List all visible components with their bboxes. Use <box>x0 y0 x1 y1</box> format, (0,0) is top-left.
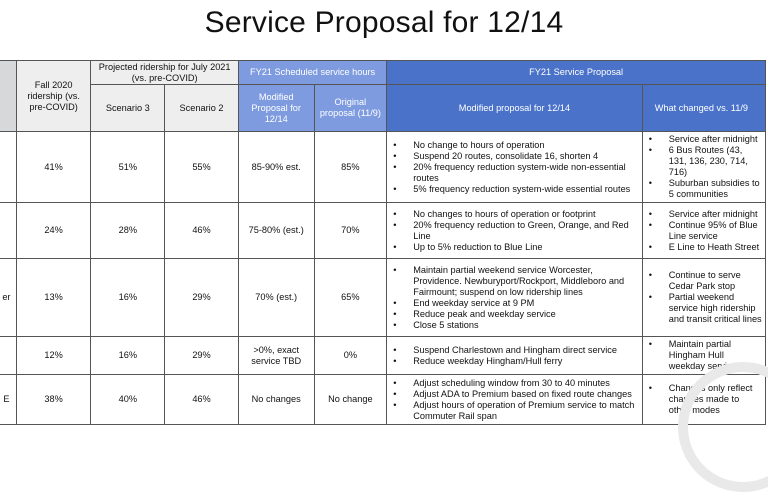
header-fall2020: Fall 2020 ridership (vs. pre-COVID) <box>16 61 91 132</box>
cell-original: 85% <box>314 132 387 203</box>
bullet-item: • Adjust hours of operation of Premium service to match Commuter Rail span <box>390 400 638 422</box>
cell-proposal <box>387 259 642 337</box>
cell-original: 0% <box>314 337 387 375</box>
bullet-item: • Suspend Charlestown and Hingham direct service <box>390 345 638 356</box>
bullet-item: • 20% frequency reduction to Green, Orange, and Red Line <box>390 220 638 242</box>
bullet-item: • Suspend 20 routes, consolidate 16, shorten 4 <box>390 151 638 162</box>
row-stub <box>0 203 16 259</box>
table-row <box>0 375 766 425</box>
bullet-item: • Changes only reflect changes made to other modes <box>646 383 762 416</box>
cell-scenario3: 28% <box>91 203 165 259</box>
bullet-item: • 20% frequency reduction system-wide non-essential routes <box>390 162 638 184</box>
cell-modified: No changes <box>238 375 314 425</box>
bullet-item: • Adjust ADA to Premium based on fixed route changes <box>390 389 638 400</box>
bullet-item: • No change to hours of operation <box>390 140 638 151</box>
cell-modified: 85-90% est. <box>238 132 314 203</box>
bullet-item: • Service after midnight <box>646 209 762 220</box>
cell-proposal <box>387 337 642 375</box>
cell-changed <box>642 259 765 337</box>
bullet-item: • Reduce peak and weekday service <box>390 309 638 320</box>
header-stub <box>0 61 16 132</box>
cell-fall2020: 12% <box>16 337 91 375</box>
bullet-item: • 5% frequency reduction system-wide essential routes <box>390 184 638 195</box>
cell-original: No change <box>314 375 387 425</box>
header-original-proposal: Original proposal (11/9) <box>314 85 387 132</box>
table-row <box>0 337 766 375</box>
cell-original: 70% <box>314 203 387 259</box>
bullet-item: • Partial weekend service high ridership and transit critical lines <box>646 292 762 325</box>
row-stub <box>0 337 16 375</box>
row-stub: E <box>0 375 16 425</box>
bullet-item: • Reduce weekday Hingham/Hull ferry <box>390 356 638 367</box>
row-stub <box>0 132 16 203</box>
cell-scenario2: 46% <box>165 203 239 259</box>
row-stub: er <box>0 259 16 337</box>
cell-fall2020: 41% <box>16 132 91 203</box>
cell-scenario2: 29% <box>165 259 239 337</box>
cell-modified: >0%, exact service TBD <box>238 337 314 375</box>
header-projected: Projected ridership for July 2021 (vs. pre-COVID) <box>91 61 238 85</box>
cell-fall2020: 13% <box>16 259 91 337</box>
cell-scenario3: 16% <box>91 259 165 337</box>
bullet-item: • Maintain partial weekend service Worcester, Providence. Newburyport/Rockport, Middleboro and Fairmount; suspend on low ridership lines <box>390 265 638 298</box>
header-modified-for: Modified proposal for 12/14 <box>387 85 642 132</box>
cell-proposal <box>387 132 642 203</box>
cell-changed <box>642 203 765 259</box>
header-scenario2: Scenario 2 <box>165 85 239 132</box>
slide-title: Service Proposal for 12/14 <box>204 6 564 39</box>
bullet-item: • Maintain partial Hingham Hull weekday service <box>646 339 762 372</box>
header-fy21-service: FY21 Service Proposal <box>387 61 766 85</box>
bullet-item: • Suburban subsidies to 5 communities <box>646 178 762 200</box>
cell-scenario3: 16% <box>91 337 165 375</box>
table-row <box>0 203 766 259</box>
cell-fall2020: 24% <box>16 203 91 259</box>
cell-scenario2: 29% <box>165 337 239 375</box>
cell-modified: 75-80% (est.) <box>238 203 314 259</box>
bullet-item: • E Line to Heath Street <box>646 242 762 253</box>
table-row <box>0 132 766 203</box>
bullet-item: • End weekday service at 9 PM <box>390 298 638 309</box>
table-row <box>0 259 766 337</box>
header-modified-proposal: Modified Proposal for 12/14 <box>238 85 314 132</box>
cell-modified: 70% (est.) <box>238 259 314 337</box>
bullet-item: • Service after midnight <box>646 134 762 145</box>
cell-proposal <box>387 375 642 425</box>
bullet-item: • 6 Bus Routes (43, 131, 136, 230, 714, 716) <box>646 145 762 178</box>
cell-scenario2: 46% <box>165 375 239 425</box>
bullet-item: • No changes to hours of operation or footprint <box>390 209 638 220</box>
cell-scenario3: 51% <box>91 132 165 203</box>
bullet-item: • Close 5 stations <box>390 320 638 331</box>
bullet-item: • Continue to serve Cedar Park stop <box>646 270 762 292</box>
service-proposal-table <box>0 60 766 425</box>
cell-changed <box>642 132 765 203</box>
bullet-item: • Up to 5% reduction to Blue Line <box>390 242 638 253</box>
header-fy21-hours: FY21 Scheduled service hours <box>238 61 386 85</box>
cell-original: 65% <box>314 259 387 337</box>
bullet-item: • Adjust scheduling window from 30 to 40 minutes <box>390 378 638 389</box>
header-what-changed: What changed vs. 11/9 <box>642 85 765 132</box>
cell-scenario3: 40% <box>91 375 165 425</box>
cell-fall2020: 38% <box>16 375 91 425</box>
cell-scenario2: 55% <box>165 132 239 203</box>
bullet-item: • Continue 95% of Blue Line service <box>646 220 762 242</box>
cell-proposal <box>387 203 642 259</box>
header-scenario3: Scenario 3 <box>91 85 165 132</box>
